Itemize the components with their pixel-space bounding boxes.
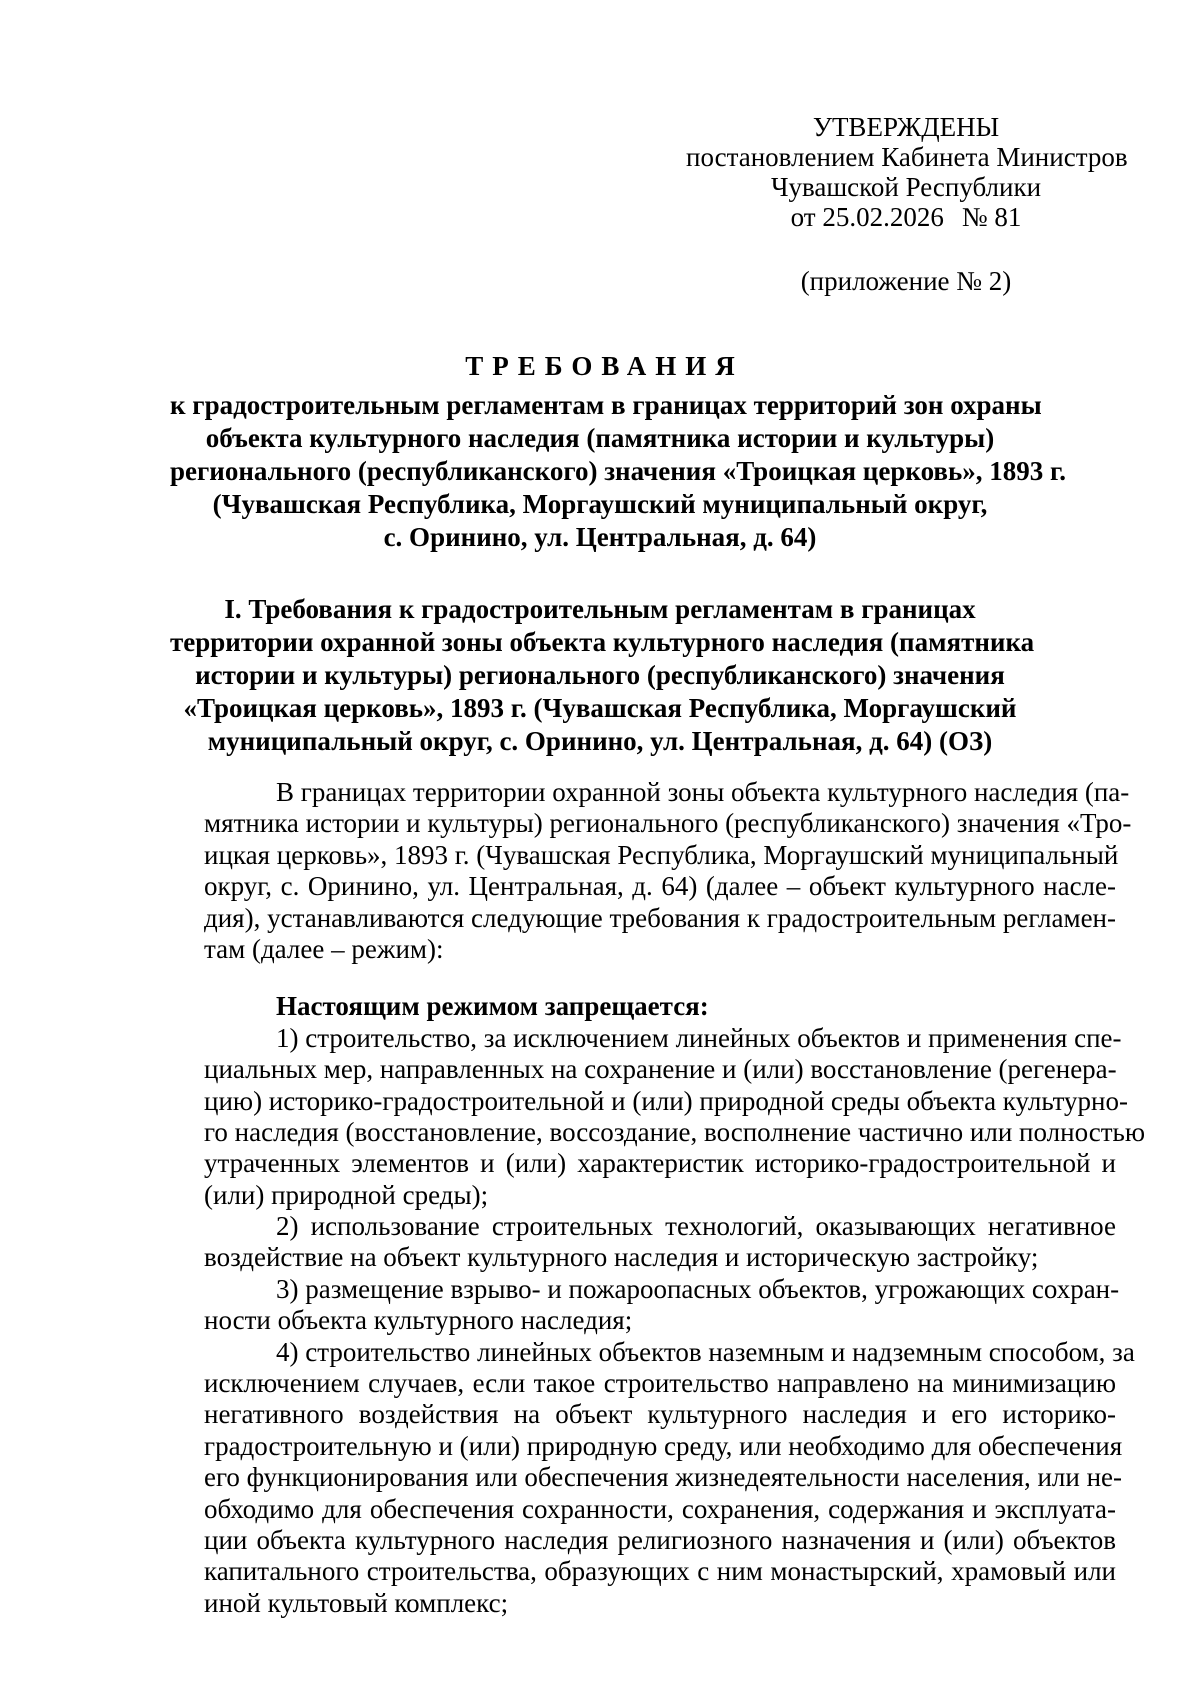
title-line: объекта культурного наследия (памятника истории и культуры)	[205, 423, 995, 453]
appendix-label: (приложение № 2)	[800, 266, 1012, 296]
text-line: ности объекта культурного наследия;	[204, 1305, 633, 1336]
document-title	[170, 350, 1066, 554]
text-line: обходимо для обеспечения сохранности, сохранения, содержания и эксплуата-	[204, 1493, 1116, 1524]
text-line: исключением случаев, если такое строительство направлено на минимизацию	[204, 1368, 1116, 1399]
list-item-3	[204, 1273, 1120, 1337]
section-heading-line: муниципальный округ, с. Оринино, ул. Центральная, д. 64) (ОЗ)	[207, 726, 993, 756]
title-line: с. Оринино, ул. Центральная, д. 64)	[383, 522, 817, 552]
title-line: регионального (республиканского) значения «Троицкая церковь», 1893 г.	[170, 456, 1066, 486]
text-line: там (далее – режим):	[204, 933, 444, 964]
approval-date-line	[686, 202, 1126, 232]
text-line: мятника истории и культуры) регионального (республиканского) значения «Тро-	[204, 808, 1132, 839]
text-line: цию) историко-градостроительной и (или) природной среды объекта культурно-	[204, 1085, 1128, 1116]
text-line: В границах территории охранной зоны объекта культурного наследия (па-	[276, 777, 1130, 807]
list-item-2	[204, 1211, 1116, 1274]
text-line: ицкая церковь», 1893 г. (Чувашская Республика, Моргаушский муниципальный	[204, 839, 1119, 870]
text-line: 1) строительство, за исключением линейных объектов и применения спе-	[276, 1022, 1122, 1053]
approval-date: от 25.02.2026	[790, 202, 944, 232]
text-line: 2) использование строительных технологий, оказывающих негативное	[276, 1211, 1116, 1242]
text-line: ции объекта культурного наследия религиозного назначения и (или) объектов	[204, 1524, 1116, 1555]
text-line: утраченных элементов и (или) характеристик историко-градостроительной и	[204, 1148, 1116, 1179]
title-heading: ТРЕБОВАНИЯ	[465, 351, 744, 381]
approval-stamp	[686, 112, 1126, 296]
section-heading-line: «Троицкая церковь», 1893 г. (Чувашская Республика, Моргаушский	[183, 693, 1017, 723]
text-line: дия), устанавливаются следующие требования к градостроительным регламен-	[204, 902, 1116, 933]
text-line: его функционирования или обеспечения жизнедеятельности населения, или не-	[204, 1462, 1123, 1493]
text-line: го наследия (восстановление, воссоздание, восполнение частично или полностью	[204, 1116, 1146, 1147]
text-line: иной культовый комплекс;	[204, 1587, 509, 1618]
title-line: к градостроительным регламентам в границах территорий зон охраны	[170, 390, 1042, 420]
text-line: воздействие на объект культурного наследия и историческую застройку;	[204, 1242, 1039, 1273]
text-line: 4) строительство линейных объектов наземным и надземным способом, за	[276, 1336, 1135, 1367]
intro-paragraph	[204, 777, 1132, 965]
approval-line-1: постановлением Кабинета Министров	[686, 142, 1128, 172]
title-line: (Чувашская Республика, Моргаушский муниципальный округ,	[212, 489, 988, 519]
section-1-heading	[170, 593, 1035, 758]
approval-status: УТВЕРЖДЕНЫ	[812, 112, 1000, 142]
section-1-body	[204, 777, 1146, 1619]
section-heading-line: территории охранной зоны объекта культурного наследия (памятника	[170, 627, 1035, 657]
section-heading-line: I. Требования к градостроительным регламентам в границах	[224, 594, 976, 624]
prohibited-heading: Настоящим режимом запрещается:	[276, 991, 709, 1022]
text-line: капитального строительства, образующих с ним монастырский, храмовый или	[204, 1556, 1116, 1587]
text-line: негативного воздействия на объект культурного наследия и его историко-	[204, 1399, 1116, 1430]
approval-number: № 81	[961, 202, 1022, 232]
text-line: (или) природной среды);	[204, 1179, 489, 1210]
list-item-1	[204, 1022, 1146, 1211]
text-line: округ, с. Оринино, ул. Центральная, д. 64) (далее – объект культурного насле-	[204, 871, 1116, 902]
text-line: 3) размещение взрыво- и пожароопасных объектов, угрожающих сохран-	[276, 1273, 1120, 1304]
list-item-4	[204, 1336, 1135, 1620]
approval-line-2: Чувашской Республики	[770, 172, 1042, 202]
text-line: циальных мер, направленных на сохранение и (или) восстановление (регенера-	[204, 1054, 1117, 1085]
section-heading-line: истории и культуры) регионального (республиканского) значения	[195, 660, 1005, 690]
text-line: градостроительную и (или) природную среду, или необходимо для обеспечения	[204, 1430, 1123, 1461]
